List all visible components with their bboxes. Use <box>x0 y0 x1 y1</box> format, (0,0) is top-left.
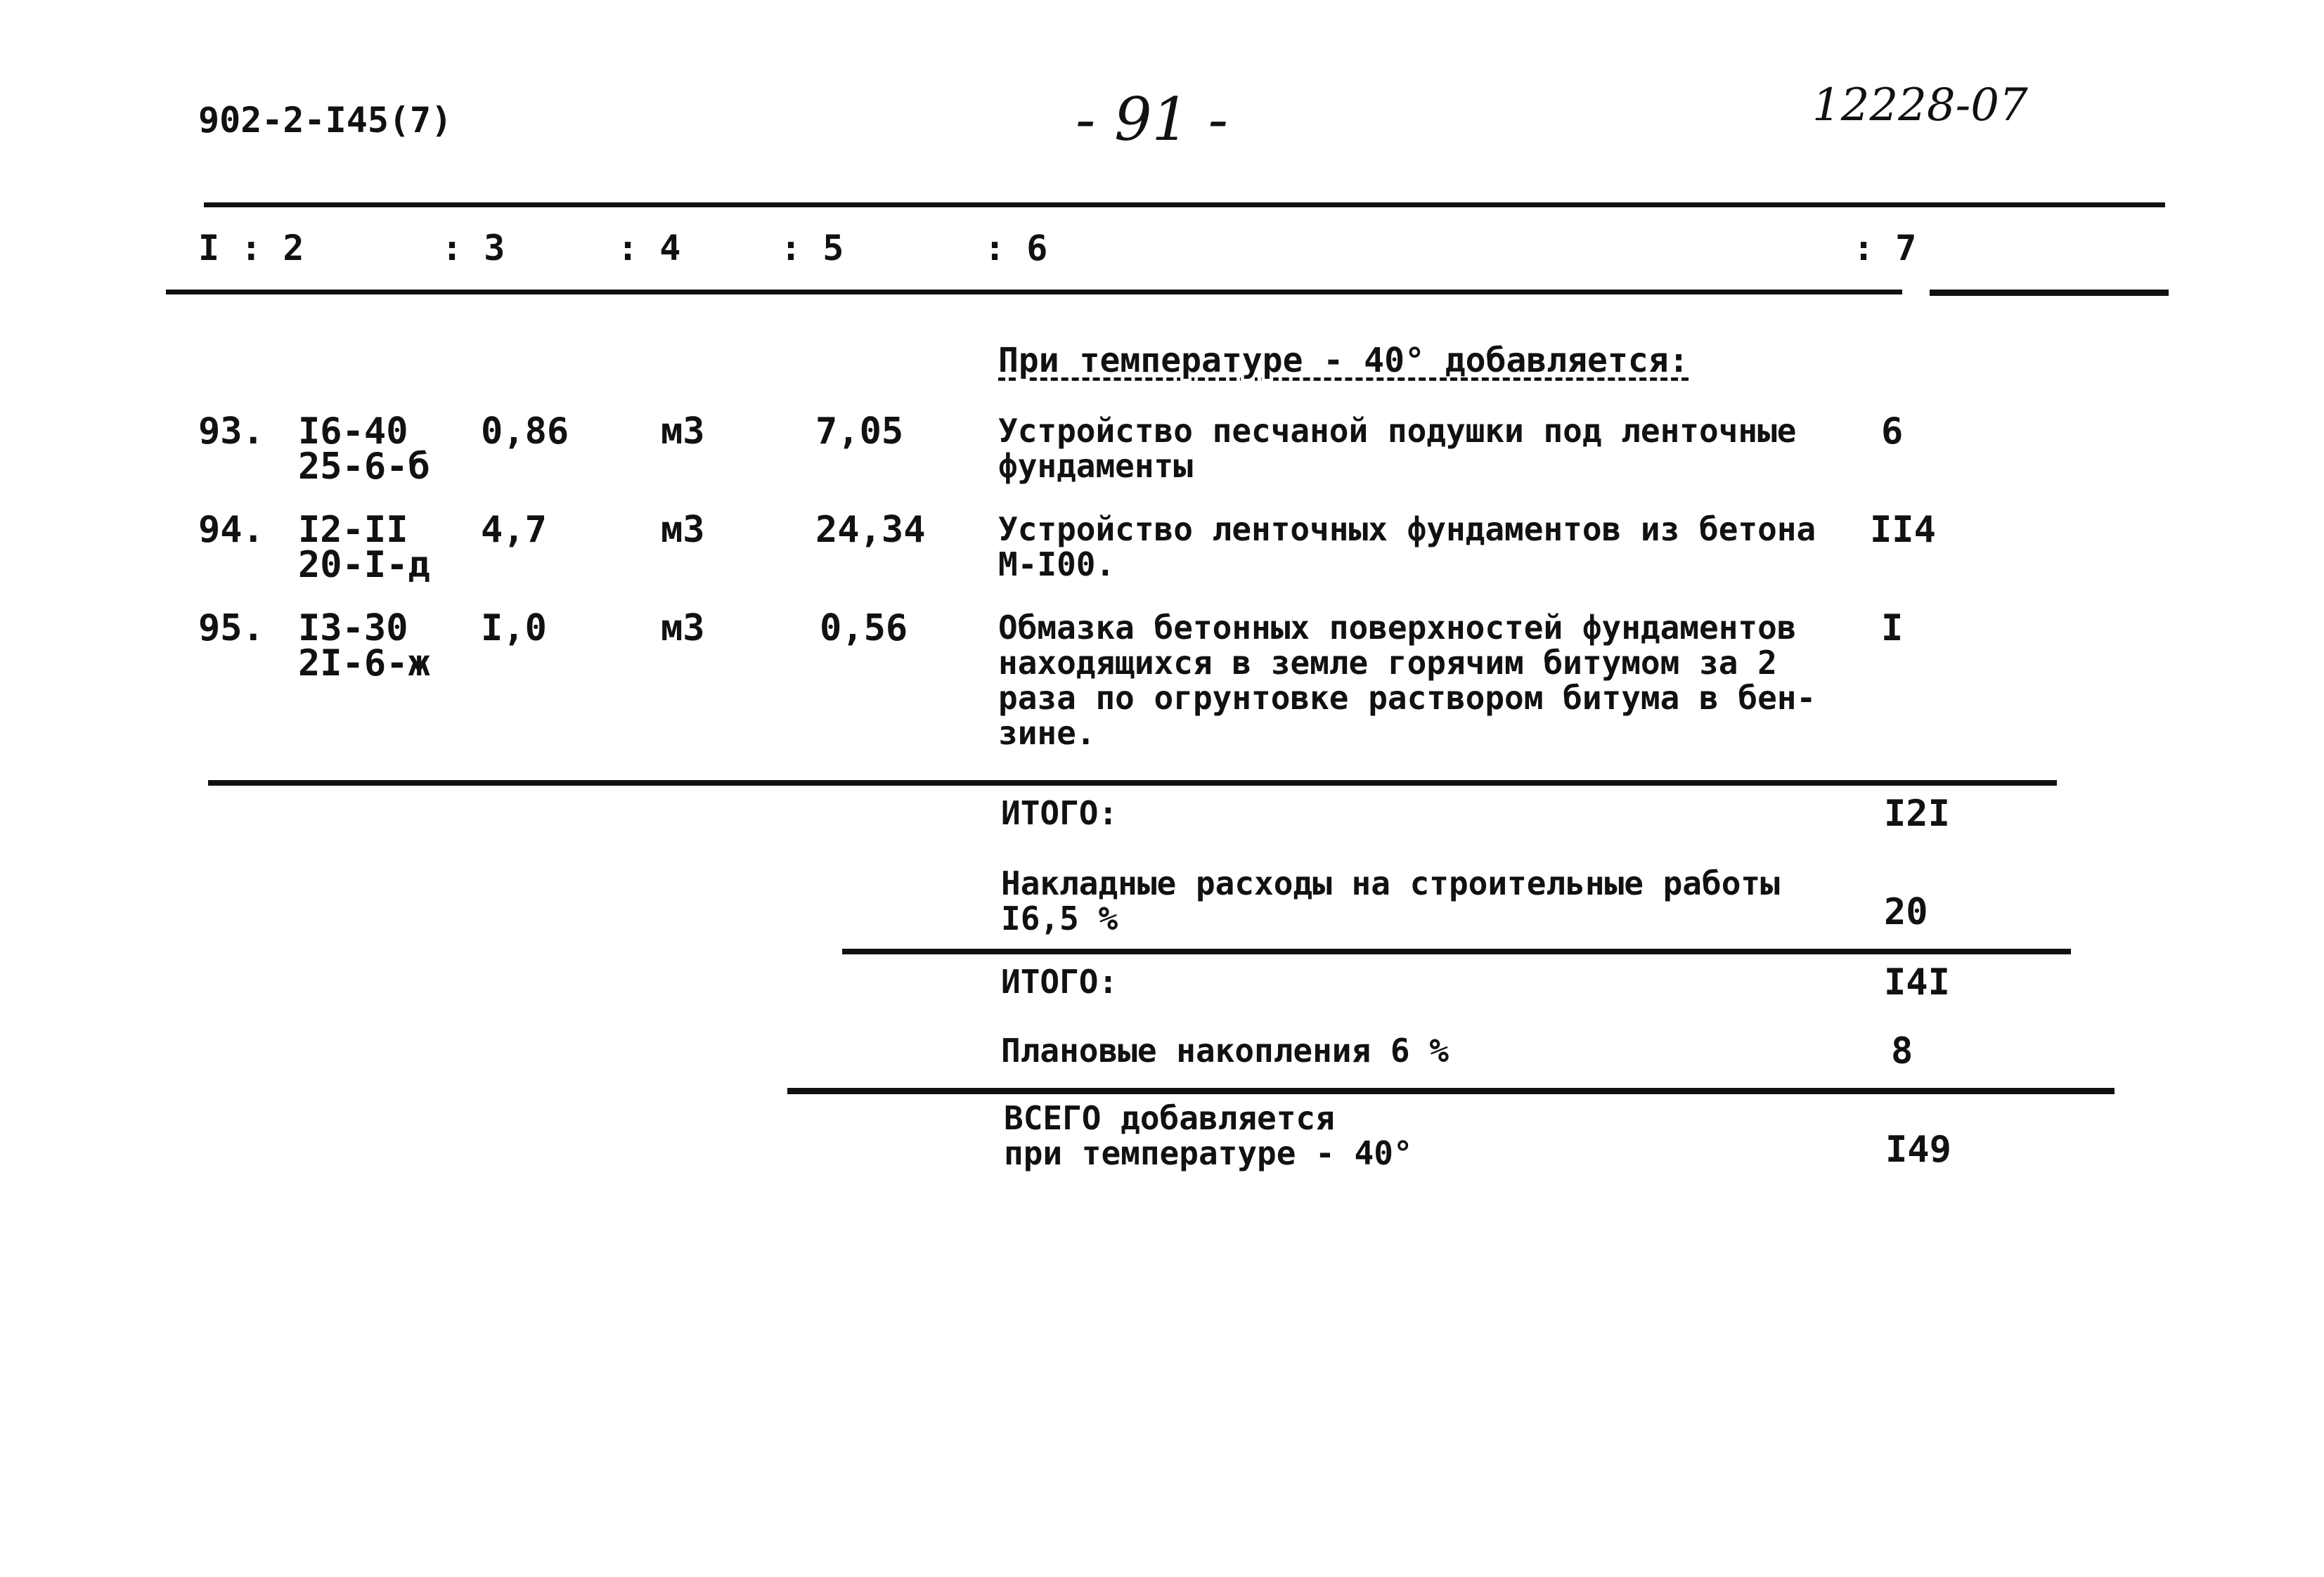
column-header-7: : 7 <box>1853 228 1917 268</box>
unit-price: 24,34 <box>815 509 926 551</box>
page-number: - 91 - <box>1076 85 1229 154</box>
row-number: 93. <box>198 410 264 453</box>
row-total: I <box>1881 607 1904 649</box>
grand-total-label: ВСЕГО добавляется при температуре - 40° <box>1004 1099 1413 1172</box>
work-description: Устройство ленточных фундаментов из бетона М-I00. <box>998 510 1816 583</box>
rate-code: I2-II <box>298 509 408 551</box>
column-header-5: : 5 <box>780 228 844 268</box>
unit: м3 <box>661 607 705 649</box>
summary-top-rule <box>208 780 2057 786</box>
column-header-3: : 3 <box>441 228 505 268</box>
work-description: Устройство песчаной подушки под ленточные фундаменты <box>998 412 1797 485</box>
header-bottom-rule <box>166 290 1902 294</box>
document-code: 902-2-I45(7) <box>198 100 453 141</box>
quantity: 4,7 <box>481 509 547 551</box>
quantity: I,0 <box>481 607 547 649</box>
rate-code: I3-30 <box>298 607 408 649</box>
row-number: 94. <box>198 509 264 551</box>
rate-code-sub: 25-6-б <box>298 446 430 488</box>
row-number: 95. <box>198 607 264 649</box>
unit: м3 <box>661 509 705 551</box>
subtotal-label: ИТОГО: <box>1001 794 1118 832</box>
column-header-4: : 4 <box>617 228 681 268</box>
planned-savings-label: Плановые накопления 6 % <box>1001 1032 1449 1070</box>
subtotal2-rule <box>842 949 2071 954</box>
grand-total-value: I49 <box>1885 1129 1951 1171</box>
subtotal2-label: ИТОГО: <box>1001 963 1118 1001</box>
row-total: 6 <box>1881 410 1904 453</box>
section-heading: При температуре - 40° добавляется: <box>998 341 1689 380</box>
subtotal2-value: I4I <box>1884 961 1950 1004</box>
column-header-1-2: I : 2 <box>198 228 304 268</box>
unit-price: 7,05 <box>815 410 904 453</box>
unit: м3 <box>661 410 705 453</box>
column-header-6: : 6 <box>984 228 1048 268</box>
overhead-value: 20 <box>1884 891 1928 933</box>
grand-total-rule <box>787 1088 2115 1094</box>
rate-code: I6-40 <box>298 410 408 453</box>
row-total: II4 <box>1870 509 1936 551</box>
inventory-number: 12228-07 <box>1812 79 2028 131</box>
header-top-rule <box>204 202 2165 207</box>
unit-price: 0,56 <box>820 607 908 649</box>
work-description: Обмазка бетонных поверхностей фундаментов находящихся в земле горячим битумом за 2 раза по огрунтовке раствором битума в бен- зине. <box>998 609 1816 752</box>
rate-code-sub: 2I-6-ж <box>298 642 430 684</box>
header-bottom-rule-right <box>1930 290 2169 296</box>
quantity: 0,86 <box>481 410 569 453</box>
planned-savings-value: 8 <box>1891 1030 1913 1072</box>
overhead-label: Накладные расходы на строительные работы I6,5 % <box>1001 864 1780 937</box>
rate-code-sub: 20-I-д <box>298 544 430 586</box>
subtotal-value: I2I <box>1884 793 1950 835</box>
